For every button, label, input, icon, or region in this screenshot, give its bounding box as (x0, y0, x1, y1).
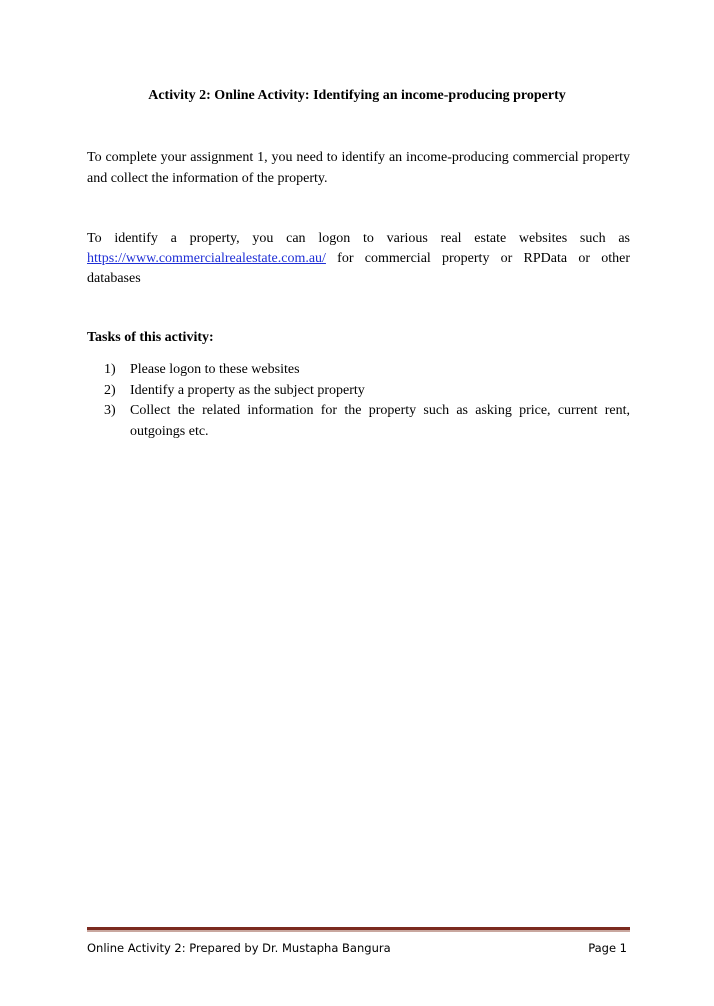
footer-divider (87, 927, 630, 932)
task-text: Collect the related information for the property such as asking price, current rent, outgoings etc. (130, 403, 630, 439)
commercial-real-estate-link[interactable]: https://www.commercialrealestate.com.au/ (87, 251, 326, 266)
websites-paragraph-continuation: for commercial property or RPData or other (325, 251, 630, 266)
websites-paragraph-end: databases (87, 271, 141, 286)
document-title: Activity 2: Online Activity: Identifying an income-producing property (148, 88, 566, 103)
task-item (87, 360, 630, 381)
task-text: Please logon to these websites (130, 362, 300, 377)
page-number: Page 1 (588, 941, 627, 955)
task-list (87, 360, 630, 442)
task-number: 1) (104, 362, 116, 377)
task-item (87, 401, 630, 442)
intro-paragraph: To complete your assignment 1, you need to identify an income-producing commercial property and collect the information of the property. (87, 150, 630, 186)
tasks-heading: Tasks of this activity: (87, 330, 214, 345)
websites-paragraph-line: To identify a property, you can logon to various real estate websites such as (87, 231, 630, 246)
websites-paragraph-link-line (87, 249, 630, 270)
task-number: 3) (104, 403, 116, 418)
task-item (87, 381, 630, 402)
task-number: 2) (104, 382, 116, 398)
footer-credit: Online Activity 2: Prepared by Dr. Mustapha Bangura (87, 941, 391, 955)
task-text: Identify a property as the subject property (130, 382, 365, 398)
